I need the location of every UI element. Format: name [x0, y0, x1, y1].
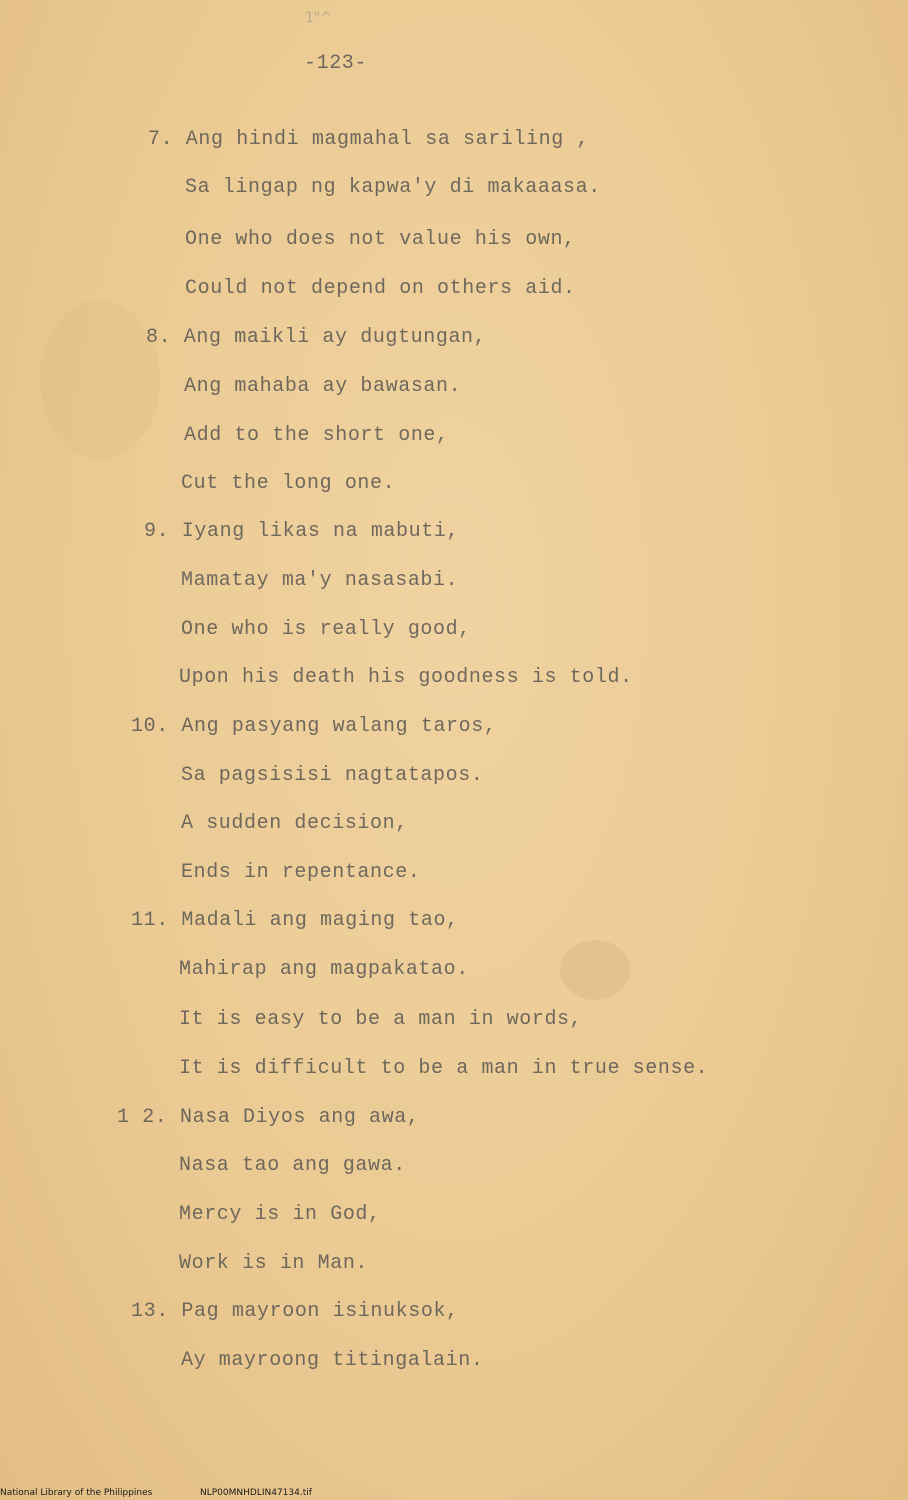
proverb-9-translation-2: Upon his death his goodness is told. [179, 666, 633, 689]
proverb-8-translation-1: Add to the short one, [184, 424, 449, 447]
proverb-12-translation-2: Work is in Man. [179, 1252, 369, 1275]
proverb-11-translation-1: It is easy to be a man in words, [179, 1008, 583, 1031]
page-number: -123- [304, 52, 368, 75]
paper-stain [40, 300, 160, 460]
paper-stain [560, 940, 630, 1000]
proverb-11-line-1: 11. Madali ang maging tao, [131, 909, 459, 932]
proverb-8-line-1: 8. Ang maikli ay dugtungan, [146, 326, 487, 349]
proverb-9-line-2: Mamatay ma'y nasasabi. [181, 569, 459, 592]
proverb-10-line-1: 10. Ang pasyang walang taros, [131, 715, 497, 738]
proverb-9-translation-1: One who is really good, [181, 618, 471, 641]
proverb-11-line-2: Mahirap ang magpakatao. [179, 958, 469, 981]
proverb-11-translation-2: It is difficult to be a man in true sense. [179, 1057, 709, 1080]
proverb-7-line-2: Sa lingap ng kapwa'y di makaaasa. [185, 176, 601, 199]
proverb-8-line-2: Ang mahaba ay bawasan. [184, 375, 462, 398]
proverb-7-line-1: 7. Ang hindi magmahal sa sariling , [148, 128, 590, 151]
proverb-12-translation-1: Mercy is in God, [179, 1203, 381, 1226]
footer-library-name: National Library of the Philippines [0, 1488, 153, 1498]
proverb-7-translation-1: One who does not value his own, [185, 228, 576, 251]
proverb-7-translation-2: Could not depend on others aid. [185, 277, 576, 300]
pencil-mark: 1"^ [305, 10, 333, 26]
proverb-12-line-2: Nasa tao ang gawa. [179, 1154, 406, 1177]
proverb-9-line-1: 9. Iyang likas na mabuti, [144, 520, 460, 543]
proverb-8-translation-2: Cut the long one. [181, 472, 396, 495]
proverb-13-line-2: Ay mayroong titingalain. [181, 1349, 484, 1372]
footer-file-id: NLP00MNHDLIN47134.tif [200, 1488, 312, 1498]
proverb-13-line-1: 13. Pag mayroon isinuksok, [131, 1300, 459, 1323]
proverb-12-line-1: 1 2. Nasa Diyos ang awa, [117, 1106, 420, 1129]
proverb-10-line-2: Sa pagsisisi nagtatapos. [181, 764, 484, 787]
proverb-10-translation-1: A sudden decision, [181, 812, 408, 835]
proverb-10-translation-2: Ends in repentance. [181, 861, 421, 884]
